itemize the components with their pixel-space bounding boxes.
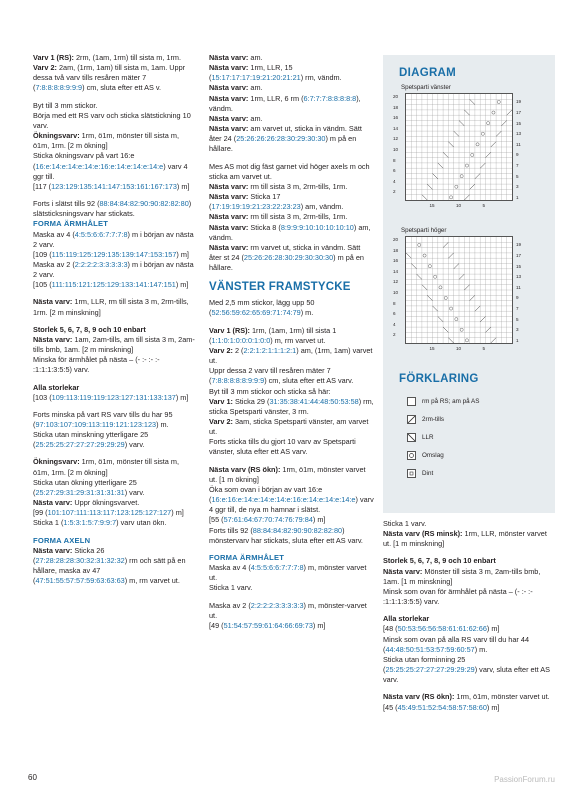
row-number: 6 (393, 168, 396, 174)
decrease-symbol (459, 274, 464, 279)
omslag-symbol (476, 143, 479, 146)
row-number: 17 (516, 109, 522, 115)
section-heading: FORMA ÄRMHÅLET (209, 552, 285, 562)
decrease-symbol (427, 184, 432, 189)
slash-square-icon (407, 415, 416, 424)
row-number: 14 (393, 268, 399, 274)
omslag-symbol (460, 328, 463, 331)
paragraph: Alla storlekar [48 (50:53:56:56:58:61:61:62:66) m] Minsk som ovan på alla RS varv till du har 44 (44:48:50:51:53:57:59:60:57) m. Sticka utan forminning 25 (25:25:25:27:27:27:29:29:29) varv, sluta efter ett AS varv. (383, 614, 551, 685)
omslag-symbol (465, 339, 468, 342)
omslag-symbol (455, 318, 458, 321)
diagram-panel (383, 55, 555, 513)
decrease-symbol (443, 327, 448, 332)
row-number: 2 (393, 189, 396, 195)
row-number: 18 (393, 247, 399, 253)
decrease-symbol (448, 338, 453, 343)
row-number: 15 (516, 120, 522, 126)
paragraph: Alla storlekar [103 (109:113:119:119:123:127:131:133:137) m] (33, 382, 189, 402)
row-number: 3 (516, 327, 519, 333)
row-number: 2 (393, 332, 396, 338)
row-number: 13 (516, 131, 522, 137)
decrease-symbol (438, 163, 443, 168)
section-heading: FORMA ÄRMHÅLET (33, 219, 109, 229)
omslag-symbol (465, 164, 468, 167)
decrease-symbol (470, 184, 475, 189)
paragraph: Maska av 2 (2:2:2:2:3:3:3:3:3) m, mönster-varvet ut. [49 (51:54:57:59:61:64:66:69:73) m] (209, 600, 367, 630)
decrease-symbol (448, 142, 453, 147)
paragraph: Nästa varv: am. Nästa varv: 1rm, LLR, 15 (15:17:17:17:19:21:20:21:21) rm, vändm. Nästa varv: am. Nästa varv: 1rm, LLR, 6 rm (6:7:7:7:8:8:8:8:8), vändm. Nästa varv: am. Nästa varv: am varvet ut, sticka in vändm. Sätt åter 24 (25:26:26:26:28:30:29:30:30) m på en hållare. (209, 53, 362, 154)
empty-square-icon (407, 397, 416, 406)
decrease-symbol (448, 253, 453, 258)
section-title: VÄNSTER FRAMSTYCKE (209, 281, 351, 294)
decrease-symbol (433, 306, 438, 311)
decrease-symbol (417, 274, 422, 279)
row-number: 9 (516, 152, 519, 158)
row-number: 14 (393, 125, 399, 131)
legend-item-rm: rm på RS; am på AS (407, 397, 479, 406)
row-number: 19 (516, 242, 522, 248)
column-number: 5 (482, 203, 486, 208)
page-number: 60 (28, 773, 37, 782)
row-number: 10 (393, 147, 399, 152)
row-number: 6 (393, 311, 396, 317)
paragraph: Med 2,5 mm stickor, lägg upp 50 (52:56:59:62:65:69:71:74:79) m. (209, 298, 315, 318)
row-number: 1 (516, 337, 519, 343)
row-number: 13 (516, 274, 522, 280)
row-number: 20 (393, 237, 399, 242)
decrease-symbol (496, 131, 501, 136)
decrease-symbol (411, 264, 416, 269)
omslag-symbol (423, 254, 426, 257)
decrease-symbol (454, 131, 459, 136)
decrease-symbol (406, 253, 411, 258)
paragraph: FORMA ÄRMHÅLET Maska av 4 (4:5:5:6:6:7:7:7:8) m, mönster varvet ut. Sticka 1 varv. (209, 552, 367, 593)
column-left (33, 53, 195, 593)
diagram-title: DIAGRAM (399, 67, 457, 79)
decrease-symbol (507, 110, 512, 115)
omslag-symbol (428, 265, 431, 268)
row-number: 17 (516, 252, 522, 258)
circle-square-icon (407, 451, 416, 460)
decrease-symbol (491, 142, 496, 147)
stitch-chart-left (405, 93, 513, 201)
omslag-symbol (449, 307, 452, 310)
row-number: 15 (516, 263, 522, 269)
column-number: 15 (429, 346, 435, 351)
decrease-symbol (501, 121, 506, 126)
dint-square-icon (407, 469, 416, 478)
omslag-symbol (449, 196, 452, 199)
row-number: 11 (516, 141, 521, 147)
paragraph: FORMA AXELN Nästa varv: Sticka 26 (27:28:28:28:30:32:31:32:32) rm och sätt på en hållare, maska av 47 (47:51:55:57:57:59:63:63:63) m, rm varvet ut. (33, 535, 186, 586)
row-number: 18 (393, 104, 399, 110)
paragraph: Mes AS mot dig fäst garnet vid höger axels m och sticka am varvet ut. Nästa varv: rm till sista 3 m, 2rm-tills, 1rm. Nästa varv: Sticka 17 (17:19:19:19:21:23:22:23:23) am, vändm. Nästa varv: rm till sista 3 m, 2rm-tills, 1rm. Nästa varv: Sticka 8 (8:9:9:9:10:10:10:10:10) am, vändm. Nästa varv: rm varvet ut, sticka in vändm. Sätt åter st 24 (25:26:26:28:30:29:30:30:30) m på en hållare. (209, 161, 371, 273)
decrease-symbol (475, 306, 480, 311)
omslag-symbol (481, 132, 484, 135)
decrease-symbol (459, 121, 464, 126)
omslag-symbol (439, 286, 442, 289)
row-number: 16 (393, 258, 399, 264)
column-number: 15 (429, 203, 435, 208)
decrease-symbol (464, 195, 469, 200)
column-number: 10 (456, 346, 462, 351)
paragraph: Storlek 5, 6, 7, 8, 9 och 10 enbart Nästa varv: Mönster till sista 3 m, 2am-tills bmb, 1am. [1 m minskning] Minsk som ovan för ärmhålet på nästa – (- :- :- :1:1:1:3:5:5) varv. (383, 556, 541, 607)
paragraph: Nästa varv (RS ökn): 1rm, ö1m, mönster varvet ut. [1 m ökning] Öka som ovan i början av vart 16:e (16:e:16:e:14:e:14:e:14:e:16:e:14:e:14:e:14:e) varv 4 ggr till, de nya m hamnar i slätst. [55 (57:61:64:67:70:74:76:79:84) m] Forts tills 92 (88:84:84:82:90:90:82:82:80) mönstervarv har stickats, sluta efter ett AS varv. (209, 464, 374, 545)
chart-caption-right: Spetsparti höger (401, 227, 447, 234)
omslag-symbol (487, 122, 490, 125)
decrease-symbol (480, 317, 485, 322)
row-number: 20 (393, 94, 399, 99)
omslag-symbol (497, 100, 500, 103)
legend-item-dint: Dint (407, 469, 433, 478)
paragraph: Forts i slätst tills 92 (88:84:84:82:90:90:82:82:80) slätsticksningsvarv har stickats. FORMA ÄRMHÅLET Maska av 4 (4:5:5:6:6:7:7:7:8) m i början av nästa 2 varv. [109 (115:119:125:129:135:139:147:153:157) m] Maska av 2 (2:2:2:2:3:3:3:3:3) m i början av nästa 2 varv. [105 (111:115:121:125:129:133:141:147:151) m] (33, 199, 194, 290)
legend-item-2rm-tills: 2rm-tills (407, 415, 444, 424)
decrease-symbol (438, 317, 443, 322)
row-number: 9 (516, 295, 519, 301)
paragraph: Storlek 5, 6, 7, 8, 9 och 10 enbart Nästa varv: 1am, 2am-tills, am till sista 3 m, 2am-tills bmb, 1am. [2 m minskning] Minska för ärmhålet på nästa – (- :- :- :- :1:1:1:3:5:5) varv. (33, 324, 195, 375)
legend-item-omslag: Omslag (407, 451, 444, 460)
omslag-symbol (444, 296, 447, 299)
row-number: 5 (516, 316, 519, 322)
paragraph: Varv 1 (RS): 1rm, (1am, 1rm) till sista 1 (1:1:0:1:0:0:0:1:0:0) m, rm varvet ut. Varv 2: 2 (2:2:1:2:1:1:1:2:1) am, (1rm, 1am) varvet ut. Uppr dessa 2 varv till resåren mäter 7 (7:8:8:8:8:8:9:9:9) cm, sluta efter ett AS varv. Byt till 3 mm stickor och sticka så här: Varv 1: Sticka 29 (31:35:38:41:44:48:50:53:58) rm, sticka Spetsparti vänster, 3 rm. Varv 2: 3am, sticka Spetsparti vänster, am varvet ut. Forts sticka tills du gjort 10 varv av Spetsparti vänster, sluta efter ett AS varv. (209, 325, 374, 457)
decrease-symbol (491, 338, 496, 343)
decrease-symbol (443, 152, 448, 157)
row-number: 19 (516, 99, 522, 105)
row-number: 4 (393, 321, 396, 327)
decrease-symbol (464, 110, 469, 115)
omslag-symbol (434, 275, 437, 278)
column-number: 10 (456, 203, 462, 208)
row-number: 12 (393, 279, 399, 285)
row-number: 4 (393, 178, 396, 184)
omslag-symbol (471, 153, 474, 156)
column-middle (209, 53, 374, 638)
decrease-symbol (470, 295, 475, 300)
row-number: 7 (516, 305, 519, 311)
decrease-symbol (454, 264, 459, 269)
paragraph: Sticka 1 varv. Nästa varv (RS minsk): 1rm, LLR, mönster varvet ut. [1 m minskning] (383, 519, 547, 549)
row-number: 10 (393, 290, 399, 295)
paragraph: Ökningsvarv: 1rm, ö1m, mönster till sista m, ö1m, 1rm. [2 m ökning] Sticka utan ökning ytterligare 25 (25:27:29:31:29:31:31:31:31) varv. Nästa varv: Uppr ökningsvarvet. [99 (101:107:111:113:117:123:125:127:127) m] Sticka 1 (1:5:3:1:5:7:9:9:7) varv utan ökn. (33, 457, 184, 528)
decrease-symbol (480, 163, 485, 168)
decrease-symbol (475, 174, 480, 179)
row-number: 11 (516, 284, 521, 290)
watermark: PassionForum.ru (494, 775, 555, 784)
paragraph: Forts minska på vart RS varv tills du har 95 (97:103:107:109:113:119:121:123:123) m. Sticka utan minskning ytterligare 25 (25:25:25:27:27:27:29:29:29) varv. (33, 409, 173, 450)
row-number: 8 (393, 157, 396, 163)
omslag-symbol (418, 243, 421, 246)
backslash-square-icon (407, 433, 416, 442)
stitch-chart-right (405, 236, 513, 344)
paragraph: Byt till 3 mm stickor. Börja med ett RS varv och sticka slätstickning 10 varv. Ökningsvarv: 1rm, ö1m, mönster till sista m, ö1m, 1rm. [2 m ökning] Sticka ökningsvarv på vart 16:e (16:e:14:e:14:e:14:e:16:e:14:e:14:e:14:e) varv 4 ggr till. [117 (123:129:135:141:147:153:161:167:173) m] (33, 100, 191, 191)
row-number: 3 (516, 184, 519, 190)
column-number: 5 (482, 346, 486, 351)
row-number: 5 (516, 173, 519, 179)
omslag-symbol (492, 111, 495, 114)
column-right (383, 519, 555, 720)
paragraph: Nästa varv: 1rm, LLR, rm till sista 3 m, 2rm-tills, 1rm. [2 m minskning] (33, 297, 189, 317)
row-number: 8 (393, 300, 396, 306)
decrease-symbol (464, 285, 469, 290)
decrease-symbol (422, 285, 427, 290)
omslag-symbol (460, 175, 463, 178)
decrease-symbol (427, 295, 432, 300)
decrease-symbol (433, 174, 438, 179)
row-number: 7 (516, 162, 519, 168)
paragraph: Nästa varv (RS ökn): 1rm, ö1m, mönster varvet ut. [45 (45:49:51:52:54:58:57:58:60) m] (383, 692, 550, 712)
decrease-symbol (486, 327, 491, 332)
decrease-symbol (422, 195, 427, 200)
decrease-symbol (486, 152, 491, 157)
decrease-symbol (470, 99, 475, 104)
row-number: 16 (393, 115, 399, 121)
omslag-symbol (455, 185, 458, 188)
chart-caption-left: Spetsparti vänster (401, 84, 451, 91)
row-number: 12 (393, 136, 399, 142)
paragraph: Varv 1 (RS): 2rm, (1am, 1rm) till sista m, 1rm. Varv 2: 2am, (1rm, 1am) till sista m, 1am. Uppr dessa två varv tills resåren mäter 7 (7:8:8:8:8:9:9:9) cm, sluta efter ett AS v. (33, 53, 186, 93)
decrease-symbol (443, 242, 448, 247)
legend-title: FÖRKLARING (399, 373, 479, 385)
row-number: 1 (516, 194, 519, 200)
section-heading: FORMA AXELN (33, 535, 91, 545)
legend-item-llr: LLR (407, 433, 434, 442)
